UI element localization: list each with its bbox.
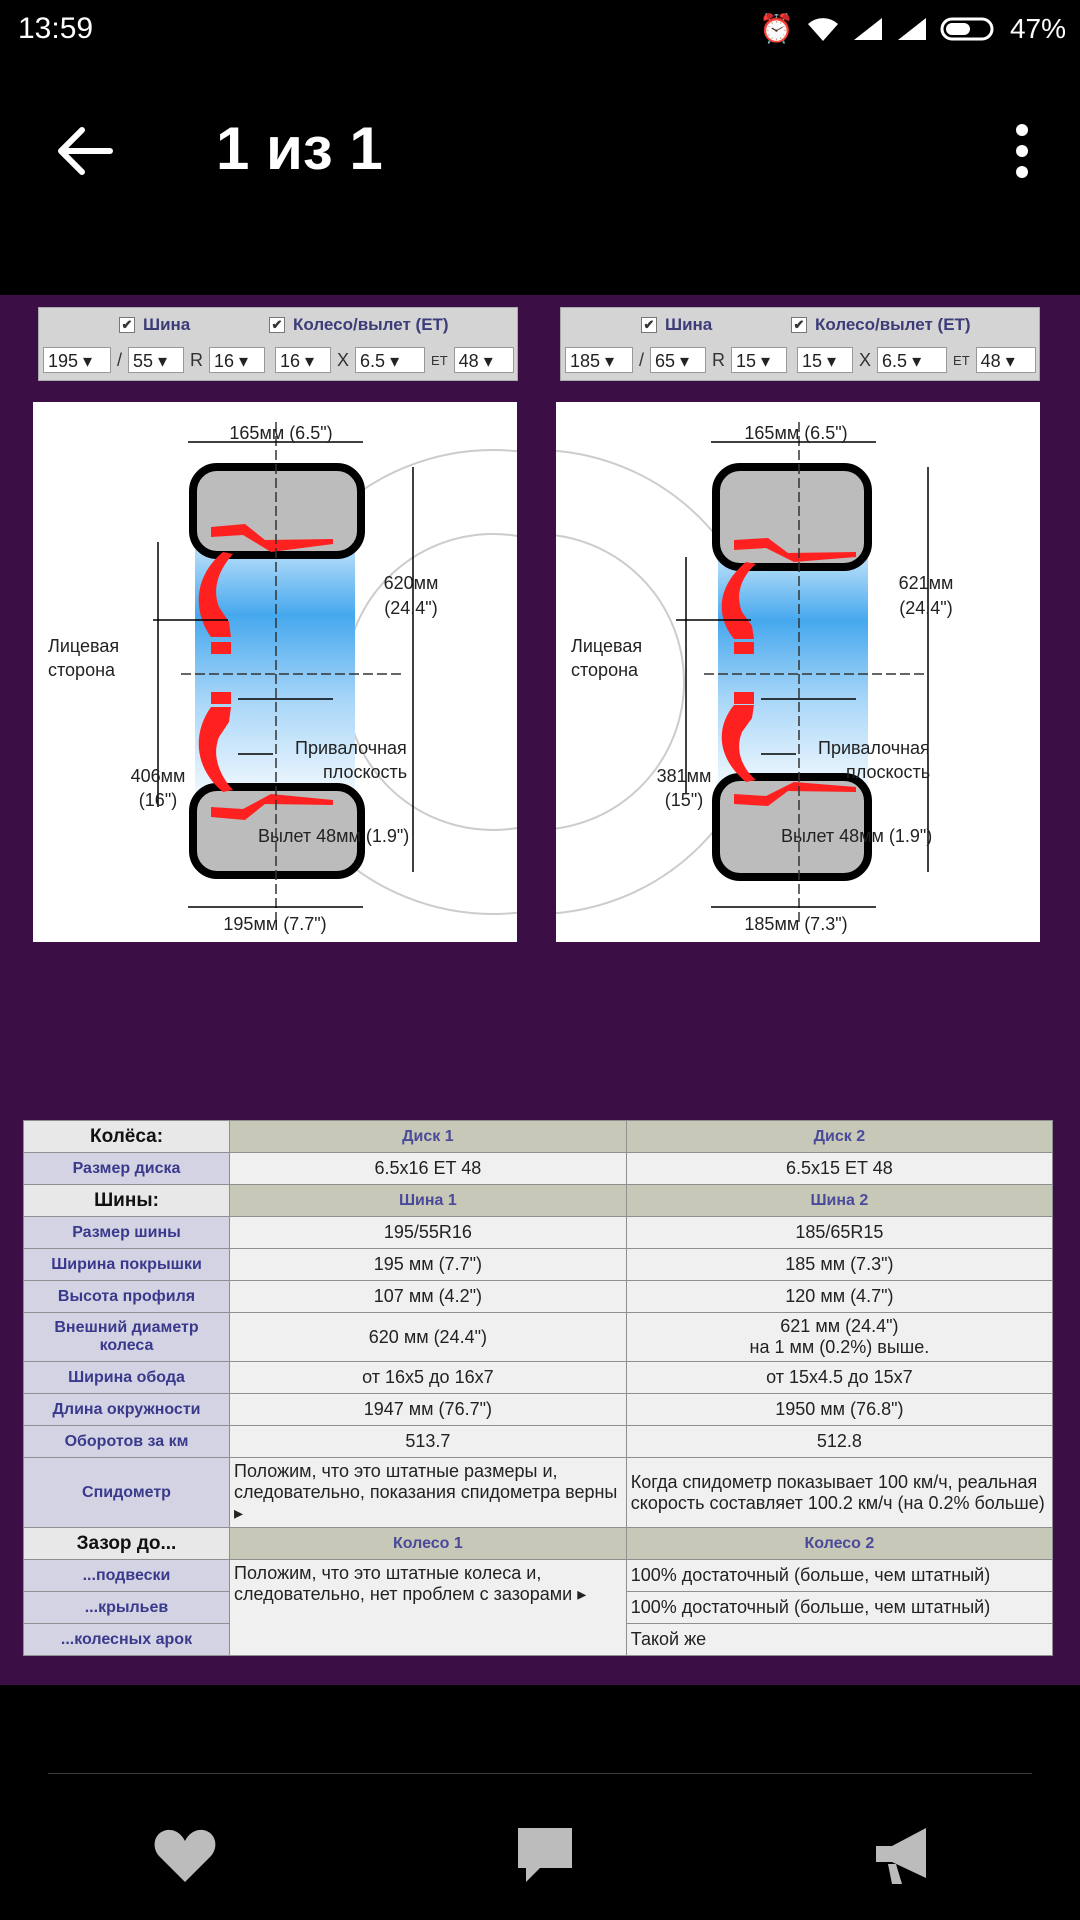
rim-width-select[interactable]: 6.5 ▾ [877, 347, 947, 373]
disk2-header: Диск 2 [626, 1121, 1052, 1153]
cell-value: 620 мм (24.4") [230, 1313, 627, 1362]
cell-value: 100% достаточный (больше, чем штатный) [626, 1592, 1052, 1624]
separator: X [859, 349, 872, 370]
face-label-2: сторона [571, 660, 639, 680]
hub-upper [734, 642, 754, 654]
signal-icon-2 [896, 16, 928, 42]
checkbox-icon[interactable]: ✔ [269, 317, 285, 333]
separator: ET [431, 352, 448, 368]
width-top-label: 165мм (6.5") [744, 423, 848, 443]
rim-inch-label: (15") [664, 790, 704, 810]
cell-value: 513.7 [230, 1426, 627, 1458]
et-select[interactable]: 48 ▾ [454, 347, 514, 373]
mount-label-1: Привалочная [818, 738, 930, 758]
diameter-label: 620мм [383, 573, 439, 593]
status-bar [0, 0, 1080, 64]
cell-value: 6.5x16 ET 48 [230, 1153, 627, 1185]
cell-value: 185 мм (7.3") [626, 1249, 1052, 1281]
tire2-header: Шина 2 [626, 1185, 1052, 1217]
comparison-table [23, 1120, 1053, 1656]
mount-label-2: плоскость [846, 762, 931, 782]
cell-value: 195/55R16 [230, 1217, 627, 1249]
width-bottom-label: 195мм (7.7") [223, 914, 327, 934]
comment-icon[interactable] [510, 1820, 580, 1890]
cell-value: 6.5x15 ET 48 [626, 1153, 1052, 1185]
face-label-1: Лицевая [571, 636, 643, 656]
rim-label: 406мм [130, 766, 186, 786]
battery-icon [940, 15, 998, 43]
alarm-icon: ⏰ [759, 13, 794, 44]
checkbox-icon[interactable]: ✔ [791, 317, 807, 333]
row-label: Оборотов за км [24, 1426, 230, 1458]
row-label: ...подвески [24, 1560, 230, 1592]
mount-label-2: плоскость [323, 762, 408, 782]
cell-value: от 15x4.5 до 15x7 [626, 1362, 1052, 1394]
diameter-inch-label: (24.4") [899, 598, 953, 618]
table-row [24, 1394, 1053, 1426]
table-row [24, 1185, 1053, 1217]
checkbox-icon[interactable]: ✔ [641, 317, 657, 333]
separator: X [337, 349, 350, 370]
mount-label-1: Привалочная [295, 738, 407, 758]
table-row [24, 1528, 1053, 1560]
separator: ET [953, 352, 970, 368]
profile-select[interactable]: 55 ▾ [128, 347, 184, 373]
clearance-note-1[interactable]: Положим, что это штатные колеса и, следовательно, нет проблем с зазорами ▸ [230, 1560, 627, 1656]
table-row [24, 1249, 1053, 1281]
rim-width-select[interactable]: 6.5 ▾ [355, 347, 425, 373]
row-label: Длина окружности [24, 1394, 230, 1426]
table-row [24, 1313, 1053, 1362]
app-bar [0, 64, 1080, 294]
rim-select[interactable]: 15 ▾ [797, 347, 853, 373]
table-row [24, 1281, 1053, 1313]
wheel-header: Колесо/вылет (ET) [293, 315, 449, 334]
separator: R [712, 349, 726, 370]
cell-value: 512.8 [626, 1426, 1052, 1458]
right-wheel-diagram [556, 402, 1040, 942]
page-title: 1 из 1 [216, 115, 383, 182]
row-label: ...колесных арок [24, 1624, 230, 1656]
table-row [24, 1362, 1053, 1394]
face-label-2: сторона [48, 660, 116, 680]
tire-top [716, 467, 868, 567]
row-label: Размер шины [24, 1217, 230, 1249]
row-label: Спидометр [24, 1458, 230, 1528]
rim-select[interactable]: 16 ▾ [275, 347, 331, 373]
wheel-header: Колесо/вылет (ET) [815, 315, 971, 334]
tire-header: Шина [665, 315, 713, 334]
more-vert-icon[interactable] [1002, 116, 1042, 186]
separator: / [639, 349, 645, 370]
table-row [24, 1217, 1053, 1249]
battery-percent: 47% [1009, 12, 1066, 44]
signal-icon [852, 16, 884, 42]
width-bottom-label: 185мм (7.3") [744, 914, 848, 934]
rim-label: 381мм [656, 766, 712, 786]
hub-upper [211, 642, 231, 654]
cell-value: 185/65R15 [626, 1217, 1052, 1249]
tires-header: Шины: [24, 1185, 230, 1217]
row-label: Высота профиля [24, 1281, 230, 1313]
hub-lower [211, 692, 231, 704]
speedometer-note-1[interactable]: Положим, что это штатные размеры и, следовательно, показания спидометра верны ▸ [230, 1458, 627, 1528]
offset-label: Вылет 48мм (1.9") [258, 826, 410, 846]
speedometer-note-2: Когда спидометр показывает 100 км/ч, реальная скорость составляет 100.2 км/ч (на 0.2% больше) [626, 1458, 1052, 1528]
cell-value: 1947 мм (76.7") [230, 1394, 627, 1426]
wifi-icon [806, 15, 840, 43]
diameter-label: 621мм [898, 573, 954, 593]
cell-value: 120 мм (4.7") [626, 1281, 1052, 1313]
cell-value: 100% достаточный (больше, чем штатный) [626, 1560, 1052, 1592]
bottom-divider [48, 1773, 1032, 1774]
rim-inch-label: (16") [138, 790, 178, 810]
profile-select[interactable]: 65 ▾ [650, 347, 706, 373]
cell-value: от 16x5 до 16x7 [230, 1362, 627, 1394]
separator: / [117, 349, 123, 370]
left-wheel-diagram [33, 402, 517, 942]
width-top-label: 165мм (6.5") [229, 423, 333, 443]
row-label: ...крыльев [24, 1592, 230, 1624]
width-select[interactable]: 185 ▾ [565, 347, 633, 373]
width-select[interactable]: 195 ▾ [43, 347, 111, 373]
checkbox-icon[interactable]: ✔ [119, 317, 135, 333]
table-row [24, 1560, 1053, 1592]
clearance-header: Зазор до... [24, 1528, 230, 1560]
hub-lower [734, 692, 754, 704]
diameter-select[interactable]: 15 ▾ [731, 347, 787, 373]
row-label: Внешний диаметр колеса [24, 1313, 230, 1362]
wheel1-header: Колесо 1 [230, 1528, 627, 1560]
disk1-header: Диск 1 [230, 1121, 627, 1153]
heart-icon[interactable] [150, 1820, 220, 1890]
diameter-select[interactable]: 16 ▾ [209, 347, 265, 373]
table-row [24, 1426, 1053, 1458]
row-label: Ширина покрышки [24, 1249, 230, 1281]
wheel2-header: Колесо 2 [626, 1528, 1052, 1560]
status-time: 13:59 [18, 12, 94, 45]
table-row [24, 1458, 1053, 1528]
table-row [24, 1121, 1053, 1153]
cell-value: 195 мм (7.7") [230, 1249, 627, 1281]
right-tire-selector [560, 307, 1040, 381]
cell-value: 621 мм (24.4") на 1 мм (0.2%) выше. [626, 1313, 1052, 1362]
row-label: Ширина обода [24, 1362, 230, 1394]
photo-viewer[interactable] [0, 295, 1080, 1685]
diameter-inch-label: (24.4") [384, 598, 438, 618]
status-icons [759, 12, 1066, 45]
table-row [24, 1153, 1053, 1185]
separator: R [190, 349, 204, 370]
offset-label: Вылет 48мм (1.9") [781, 826, 933, 846]
cell-value: 107 мм (4.2") [230, 1281, 627, 1313]
tire1-header: Шина 1 [230, 1185, 627, 1217]
megaphone-icon[interactable] [870, 1820, 940, 1890]
back-arrow-icon[interactable] [50, 116, 120, 186]
cell-value: 1950 мм (76.8") [626, 1394, 1052, 1426]
left-tire-selector [38, 307, 518, 381]
wheels-header: Колёса: [24, 1121, 230, 1153]
face-label-1: Лицевая [48, 636, 120, 656]
et-select[interactable]: 48 ▾ [976, 347, 1036, 373]
cell-value: Такой же [626, 1624, 1052, 1656]
tire-header: Шина [143, 315, 191, 334]
row-label: Размер диска [24, 1153, 230, 1185]
